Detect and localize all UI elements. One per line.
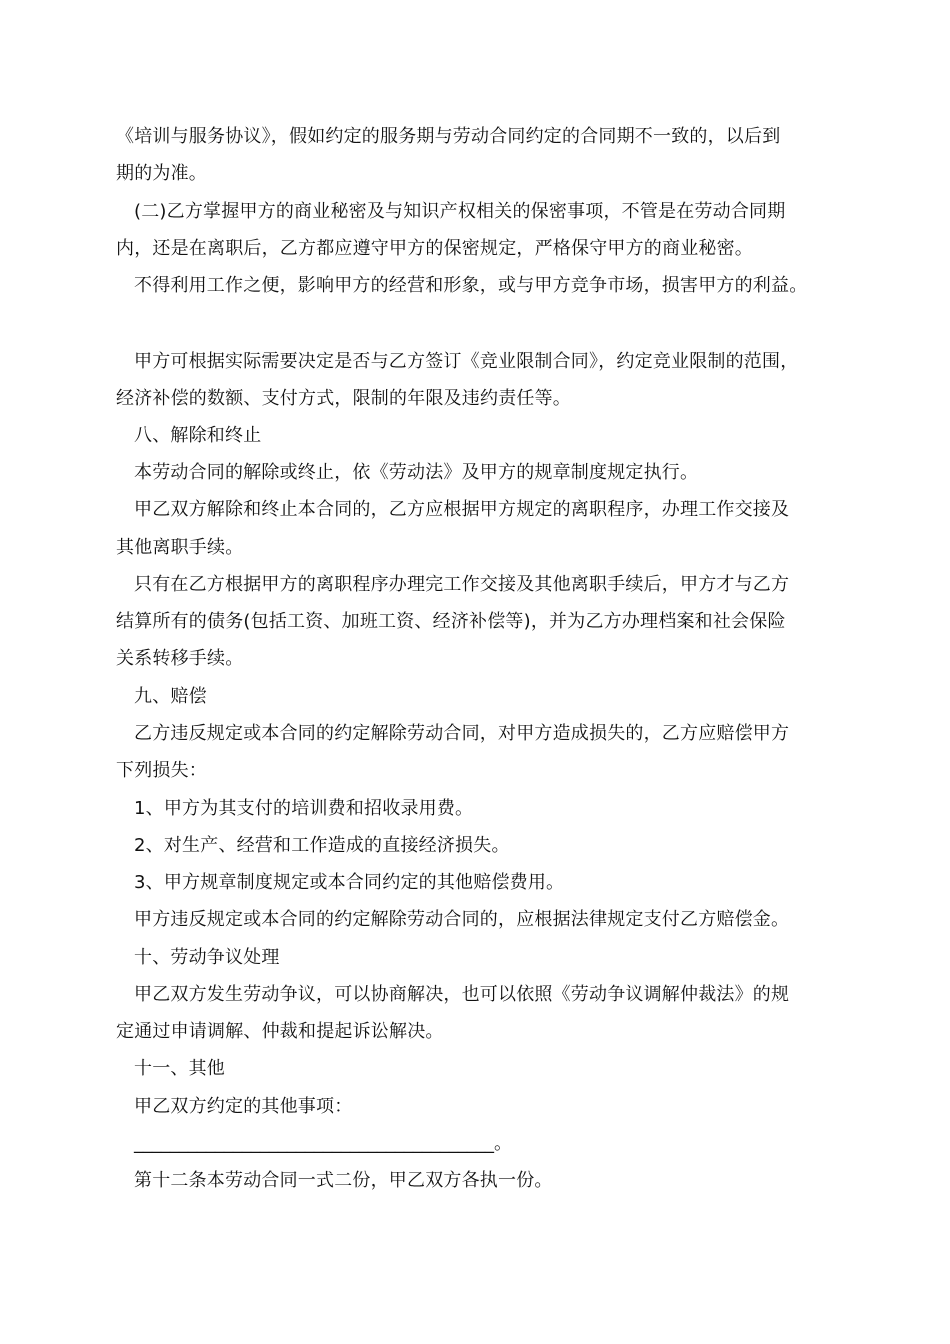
paragraph-line-21: 甲方违反规定或本合同的约定解除劳动合同的，应根据法律规定支付乙方赔偿金。: [134, 909, 790, 930]
paragraph-line-4: 内，还是在离职后，乙方都应遵守甲方的保密规定，严格保守甲方的商业秘密。: [116, 238, 753, 259]
list-item-2: 2、对生产、经营和工作造成的直接经济损失。: [134, 835, 510, 856]
paragraph-line-1: 《培训与服务协议》，假如约定的服务期与劳动合同约定的合同期不一致的，以后到: [116, 126, 781, 147]
list-item-3: 3、甲方规章制度规定或本合同约定的其他赔偿费用。: [134, 872, 565, 893]
paragraph-line-5: 不得利用工作之便，影响甲方的经营和形象，或与甲方竞争市场，损害甲方的利益。: [134, 275, 808, 296]
section-heading-other: 十一、其他: [134, 1058, 225, 1079]
paragraph-line-28: 第十二条本劳动合同一式二份，甲乙双方各执一份。: [134, 1170, 553, 1191]
paragraph-line-2: 期的为准。: [116, 163, 207, 184]
paragraph-line-7: 经济补偿的数额、支付方式，限制的年限及违约责任等。: [116, 388, 571, 409]
list-item-1: 1、甲方为其支付的培训费和招收录用费。: [134, 798, 474, 819]
blank-fill-line: ________________________________________。: [134, 1133, 512, 1154]
paragraph-line-14: 关系转移手续。: [116, 648, 244, 669]
section-heading-compensation: 九、赔偿: [134, 686, 207, 707]
section-heading-dispute: 十、劳动争议处理: [134, 947, 280, 968]
paragraph-line-17: 下列损失：: [116, 760, 207, 781]
paragraph-line-23: 甲乙双方发生劳动争议，可以协商解决，也可以依照《劳动争议调解仲裁法》的规: [134, 984, 790, 1005]
section-heading-termination: 八、解除和终止: [134, 425, 262, 446]
paragraph-line-11: 其他离职手续。: [116, 537, 244, 558]
paragraph-line-3: (二)乙方掌握甲方的商业秘密及与知识产权相关的保密事项，不管是在劳动合同期: [134, 201, 786, 222]
paragraph-line-9: 本劳动合同的解除或终止，依《劳动法》及甲方的规章制度规定执行。: [134, 462, 699, 483]
paragraph-line-26: 甲乙双方约定的其他事项：: [134, 1096, 353, 1117]
paragraph-line-10: 甲乙双方解除和终止本合同的，乙方应根据甲方规定的离职程序，办理工作交接及: [134, 499, 790, 520]
paragraph-line-16: 乙方违反规定或本合同的约定解除劳动合同，对甲方造成损失的，乙方应赔偿甲方: [134, 723, 790, 744]
paragraph-line-13: 结算所有的债务(包括工资、加班工资、经济补偿等)，并为乙方办理档案和社会保险: [116, 611, 786, 632]
paragraph-line-6: 甲方可根据实际需要决定是否与乙方签订《竞业限制合同》，约定竞业限制的范围，: [134, 351, 799, 372]
paragraph-line-12: 只有在乙方根据甲方的离职程序办理完工作交接及其他离职手续后，甲方才与乙方: [134, 574, 790, 595]
paragraph-line-24: 定通过申请调解、仲裁和提起诉讼解决。: [116, 1021, 444, 1042]
